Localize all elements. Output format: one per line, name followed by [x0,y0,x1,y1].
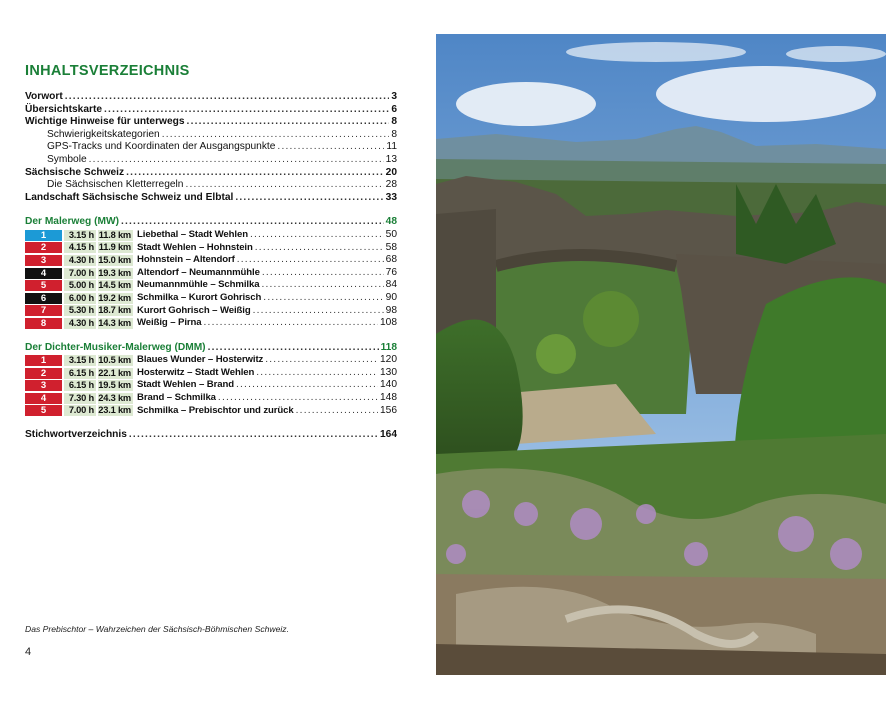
stage-number-badge: 1 [25,355,62,366]
stage-distance: 18.7 km [98,305,131,316]
stage-row[interactable] [25,292,397,305]
stage-row[interactable] [25,267,397,280]
stage-distance: 23.1 km [98,405,131,416]
toc-entry[interactable]: Wichtige Hinweise für unterwegs ..... 8 [25,116,397,129]
stage-name: Stadt Wehlen – Brand [137,379,234,391]
dmm-stages [25,354,397,417]
stage-row[interactable] [25,229,397,242]
toc-entry[interactable]: Sächsische Schweiz ..... 20 [25,167,397,180]
stage-name: Brand – Schmilka [137,392,216,404]
stage-distance: 14.5 km [98,280,131,291]
toc-subentry[interactable]: Symbole ..... 13 [25,154,397,167]
stage-page: 76 [385,266,397,278]
stage-duration: 4.15 h [64,242,96,253]
stage-page: 156 [380,404,397,416]
stage-distance: 22.1 km [98,367,131,378]
stage-name: Stadt Wehlen – Hohnstein [137,241,253,253]
stage-name: Altendorf – Neumannmühle [137,266,260,278]
stage-distance: 19.5 km [98,380,131,391]
stage-page: 140 [380,379,397,391]
stage-row[interactable] [25,254,397,267]
toc-page [25,0,400,708]
stage-row[interactable] [25,405,397,418]
toc-subentry[interactable]: Schwierigkeitskategorien ..... 8 [25,129,397,142]
page-title: INHALTSVERZEICHNIS [25,63,190,79]
stage-page: 50 [385,228,397,240]
stage-number-badge: 5 [25,405,62,416]
stage-name: Neumannmühle – Schmilka [137,279,260,291]
toc-subentry[interactable]: Die Sächsischen Kletterregeln ..... 28 [25,179,397,192]
stage-page: 58 [385,241,397,253]
stage-number-badge: 1 [25,230,62,241]
stage-duration: 6.00 h [64,293,96,304]
stage-page: 98 [385,304,397,316]
stage-row[interactable] [25,379,397,392]
stage-distance: 24.3 km [98,392,131,403]
stage-duration: 6.15 h [64,368,96,379]
section-malerweg[interactable]: Der Malerweg (MW) ..... 48 [25,216,397,229]
stage-duration: 3.15 h [64,355,96,366]
stage-distance: 19.2 km [98,292,131,303]
prebischtor-image [436,34,886,675]
stage-row[interactable] [25,392,397,405]
stage-duration: 5.30 h [64,305,96,316]
stage-number-badge: 4 [25,393,62,404]
stage-duration: 3.15 h [64,230,96,241]
stage-page: 84 [385,279,397,291]
stage-number-badge: 3 [25,380,62,391]
stage-row[interactable] [25,242,397,255]
stage-duration: 4.30 h [64,255,96,266]
toc-entry[interactable]: Vorwort ..... 3 [25,91,397,104]
stage-duration: 6.15 h [64,380,96,391]
photo-caption: Das Prebischtor – Wahrzeichen der Sächsisch-Böhmischen Schweiz. [25,624,289,634]
stage-duration: 7.30 h [64,393,96,404]
stage-number-badge: 2 [25,242,62,253]
stage-number-badge: 7 [25,305,62,316]
stage-distance: 14.3 km [98,317,131,328]
stage-number-badge: 4 [25,268,62,279]
stage-page: 130 [380,366,397,378]
stage-distance: 11.8 km [98,229,131,240]
landscape-photo [436,34,886,675]
stage-duration: 7.00 h [64,405,96,416]
stage-name: Schmilka – Prebischtor und zurück [137,404,294,416]
stage-row[interactable] [25,317,397,330]
stage-name: Liebethal – Stadt Wehlen [137,228,248,240]
stage-page: 90 [385,291,397,303]
toc-entry[interactable]: Landschaft Sächsische Schweiz und Elbtal ..... 33 [25,192,397,205]
toc-entry-index[interactable]: Stichwortverzeichnis ..... 164 [25,429,397,442]
malerweg-stages [25,229,397,330]
stage-distance: 10.5 km [98,355,131,366]
stage-number-badge: 3 [25,255,62,266]
stage-number-badge: 2 [25,368,62,379]
stage-name: Hosterwitz – Stadt Wehlen [137,366,255,378]
stage-duration: 7.00 h [64,268,96,279]
stage-row[interactable] [25,305,397,318]
stage-number-badge: 8 [25,318,62,329]
stage-row[interactable] [25,279,397,292]
section-dmm[interactable]: Der Dichter-Musiker-Malerweg (DMM) ..... 118 [25,342,397,355]
stage-number-badge: 6 [25,293,62,304]
stage-name: Schmilka – Kurort Gohrisch [137,291,262,303]
toc-subentry[interactable]: GPS-Tracks und Koordinaten der Ausgangspunkte ..... 11 [25,141,397,154]
stage-page: 68 [385,254,397,266]
table-of-contents [25,91,397,442]
page-number: 4 [25,646,32,658]
toc-entry[interactable]: Übersichtskarte ..... 6 [25,104,397,117]
stage-distance: 11.9 km [98,242,131,253]
stage-page: 108 [380,317,397,329]
stage-name: Kurort Gohrisch – Weißig [137,304,251,316]
stage-page: 148 [380,392,397,404]
stage-number-badge: 5 [25,280,62,291]
stage-duration: 5.00 h [64,280,96,291]
stage-distance: 19.3 km [98,267,131,278]
stage-duration: 4.30 h [64,318,96,329]
stage-name: Weißig – Pirna [137,317,202,329]
stage-row[interactable] [25,367,397,380]
stage-row[interactable] [25,354,397,367]
stage-page: 120 [380,354,397,366]
stage-name: Blaues Wunder – Hosterwitz [137,354,264,366]
stage-distance: 15.0 km [98,254,131,265]
stage-name: Hohnstein – Altendorf [137,254,235,266]
